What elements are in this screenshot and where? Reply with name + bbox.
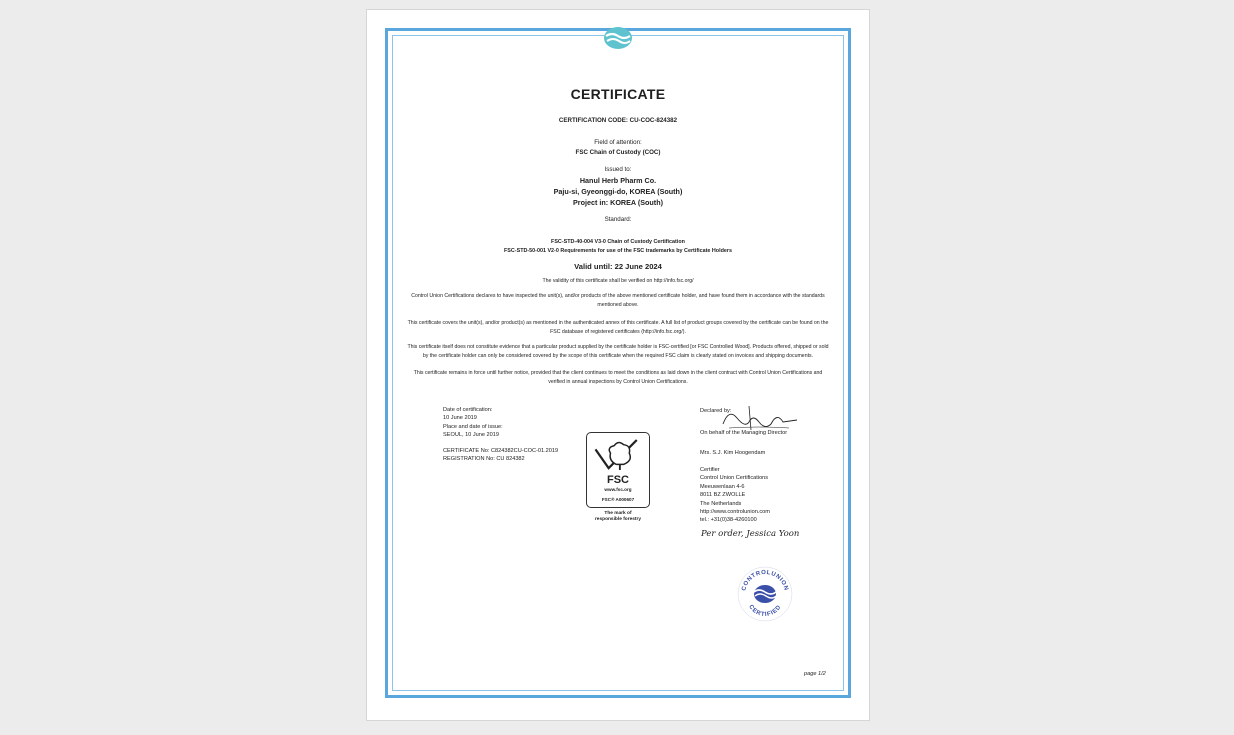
place-label: Place and date of issue: xyxy=(443,423,503,430)
certificate-numbers xyxy=(443,447,558,464)
certifier-label: Certifier xyxy=(700,467,720,473)
on-behalf-label: On behalf of the Managing Director xyxy=(700,430,788,437)
standards-list xyxy=(407,238,829,255)
validity-note: The validity of this certificate shall be verified on http://info.fsc.org/ xyxy=(542,278,694,284)
page-number: page 1/2 xyxy=(804,671,826,677)
coverage-paragraph: This certificate covers the unit(s), and/or product(s) as mentioned in the authenticated annex of this certificate. A full list of product groups covered by the certificate can be found on the FSC database of registered certificates (http://info.fsc.org/). xyxy=(407,320,829,335)
fsc-logo-box xyxy=(586,432,650,508)
fsc-tagline xyxy=(577,511,659,523)
address-line: 8011 BZ ZWOLLE xyxy=(700,492,746,499)
date-value: 10 June 2019 xyxy=(443,415,477,422)
holder-block xyxy=(407,175,829,208)
fsc-tree-check-icon xyxy=(588,436,648,474)
certificate-page xyxy=(367,10,869,720)
certification-dates xyxy=(443,406,503,440)
certificate-number: CERTIFICATE No: C824382CU-COC-01.2019 xyxy=(443,448,559,454)
standard-item: FSC-STD-50-001 V2-0 Requirements for use of the FSC trademarks by Certificate Holders xyxy=(504,247,732,254)
force-paragraph: This certificate remains in force until further notice, provided that the client continues to meet the conditions as laid down in the client contract with Control Union Certifications and verified in annual inspections by Control Union Certifications. xyxy=(413,370,823,385)
holder-address: Paju-si, Gyeonggi-do, KOREA (South) xyxy=(553,187,683,196)
handwritten-note: Per order, Jessica Yoon xyxy=(701,529,800,539)
standard-label: Standard: xyxy=(604,216,632,223)
control-union-certified-stamp-icon xyxy=(735,564,795,624)
certifier-name: Control Union Certifications xyxy=(700,475,769,482)
svg-text:CONTROLUNION: CONTROLUNION xyxy=(741,569,789,592)
declared-by-label: Declared by: xyxy=(700,408,732,414)
certifier-address xyxy=(700,466,770,525)
signature-scribble-icon xyxy=(719,404,803,434)
declaration-paragraph: Control Union Certifications declares to have inspected the unit(s), and/or products of the above mentioned certificate holder, and have found them in accordance with the standards mentioned above. xyxy=(411,293,825,308)
svg-text:CERTIFIED: CERTIFIED xyxy=(747,604,783,619)
address-line: Meeuwenlaan 4-6 xyxy=(700,483,745,490)
evidence-paragraph: This certificate itself does not constitute evidence that a particular product supplied by the certificate holder is FSC-certified [or FSC Controlled Wood]. Products offered, shipped or sold by the certificate holder can only be considered covered by the scope of this certificate when the required FSC claim is clearly stated on invoices and shipping documents. xyxy=(407,344,829,359)
place-value: SEOUL, 10 June 2019 xyxy=(443,432,499,439)
fsc-tagline-line: The mark of xyxy=(604,511,632,516)
certification-code: CERTIFICATION CODE: CU-COC-824382 xyxy=(558,117,678,124)
standard-item: FSC-STD-40-004 V3-0 Chain of Custody Certification xyxy=(551,239,685,245)
holder-name: Hanul Herb Pharm Co. xyxy=(579,176,657,185)
valid-until: Valid until: 22 June 2024 xyxy=(574,262,662,271)
certificate-title: CERTIFICATE xyxy=(570,86,666,102)
fsc-brand: FSC xyxy=(607,474,629,486)
holder-project: Project in: KOREA (South) xyxy=(573,198,663,207)
issued-label: Issued to: xyxy=(604,166,632,173)
fsc-license: FSC® A000607 xyxy=(601,497,635,502)
field-label: Field of attention: xyxy=(594,139,642,146)
control-union-wave-logo-icon xyxy=(603,26,633,50)
certifier-phone: tel.: +31(0)38-4260100 xyxy=(700,517,757,524)
fsc-tagline-line: responsible forestry xyxy=(594,517,642,522)
certifier-website: http://www.controlunion.com xyxy=(700,509,770,516)
registration-number: REGISTRATION No: CU 824382 xyxy=(443,456,525,463)
signatory-name: Mrs. S.J. Kim Hoogendam xyxy=(700,450,766,456)
fsc-website: www.fsc.org xyxy=(604,487,632,492)
date-label: Date of certification: xyxy=(443,407,493,413)
field-value: FSC Chain of Custody (COC) xyxy=(575,149,661,156)
country: The Netherlands xyxy=(700,500,742,507)
